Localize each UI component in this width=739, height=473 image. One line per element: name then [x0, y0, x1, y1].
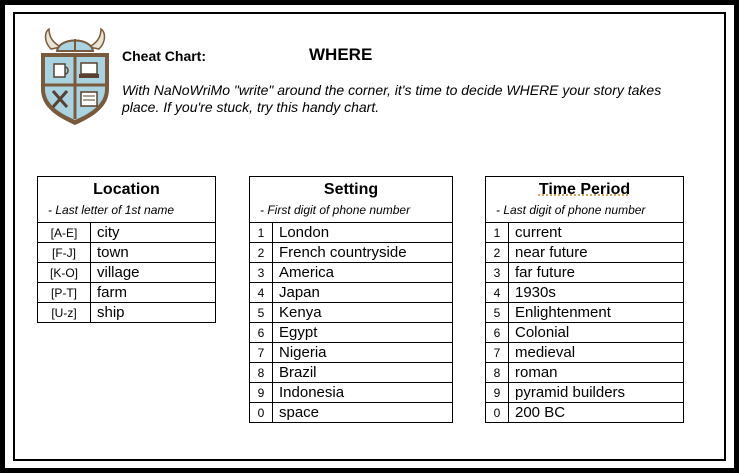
table-row	[250, 363, 453, 383]
row-key: 3	[486, 263, 509, 283]
table-row	[250, 263, 453, 283]
row-value: 1930s	[509, 283, 684, 303]
table-row	[486, 383, 684, 403]
row-value: ship	[91, 303, 216, 323]
row-key: 2	[250, 243, 273, 263]
setting-table	[249, 176, 453, 423]
row-key: 6	[486, 323, 509, 343]
table-row	[486, 323, 684, 343]
table-row	[250, 403, 453, 423]
row-value: current	[509, 223, 684, 243]
row-value: pyramid builders	[509, 383, 684, 403]
table-row	[250, 303, 453, 323]
row-key: 1	[250, 223, 273, 243]
row-value: Colonial	[509, 323, 684, 343]
row-value: farm	[91, 283, 216, 303]
location-subheading: - Last letter of 1st name	[38, 203, 216, 223]
setting-subheading: - First digit of phone number	[250, 203, 453, 223]
row-value: near future	[509, 243, 684, 263]
table-row	[250, 383, 453, 403]
time-period-table	[485, 176, 684, 423]
row-key: 9	[250, 383, 273, 403]
table-row	[38, 243, 216, 263]
row-key: 8	[486, 363, 509, 383]
table-row	[486, 223, 684, 243]
table-row	[486, 343, 684, 363]
table-row	[250, 243, 453, 263]
row-value: Egypt	[273, 323, 453, 343]
row-key: 5	[486, 303, 509, 323]
cheat-chart-label: Cheat Chart:	[122, 48, 207, 64]
row-key: 4	[486, 283, 509, 303]
row-value: town	[91, 243, 216, 263]
row-key: 1	[486, 223, 509, 243]
page-title: WHERE	[309, 45, 373, 64]
table-row	[250, 323, 453, 343]
table-row	[486, 363, 684, 383]
table-row	[486, 403, 684, 423]
row-value: village	[91, 263, 216, 283]
row-value: Japan	[273, 283, 453, 303]
table-row	[38, 223, 216, 243]
row-key: 0	[250, 403, 273, 423]
table-row	[486, 263, 684, 283]
row-value: Indonesia	[273, 383, 453, 403]
row-key: [U-z]	[38, 303, 91, 323]
row-key: 7	[250, 343, 273, 363]
table-row	[486, 283, 684, 303]
table-row	[38, 263, 216, 283]
row-value: Nigeria	[273, 343, 453, 363]
row-key: 8	[250, 363, 273, 383]
row-key: [F-J]	[38, 243, 91, 263]
row-key: 4	[250, 283, 273, 303]
row-value: Brazil	[273, 363, 453, 383]
setting-heading: Setting	[250, 177, 453, 204]
time-period-heading-text: Time Period	[538, 181, 631, 198]
row-key: 2	[486, 243, 509, 263]
table-row	[38, 303, 216, 323]
row-key: 3	[250, 263, 273, 283]
table-row	[486, 243, 684, 263]
row-value: space	[273, 403, 453, 423]
row-value: medieval	[509, 343, 684, 363]
row-value: city	[91, 223, 216, 243]
row-value: Kenya	[273, 303, 453, 323]
row-key: 5	[250, 303, 273, 323]
table-row	[250, 223, 453, 243]
row-key: [P-T]	[38, 283, 91, 303]
time-period-heading	[486, 177, 684, 204]
time-period-subheading: - Last digit of phone number	[486, 203, 684, 223]
row-key: 9	[486, 383, 509, 403]
row-value: far future	[509, 263, 684, 283]
row-key: [A-E]	[38, 223, 91, 243]
row-value: roman	[509, 363, 684, 383]
table-row	[486, 303, 684, 323]
row-key: 0	[486, 403, 509, 423]
location-heading: Location	[38, 177, 216, 204]
row-value: America	[273, 263, 453, 283]
row-value: London	[273, 223, 453, 243]
row-value: 200 BC	[509, 403, 684, 423]
nanowrimo-logo	[37, 27, 113, 127]
row-key: 7	[486, 343, 509, 363]
intro-text: With NaNoWriMo "write" around the corner, it's time to decide WHERE your story takes place. If you're stuck, try this handy chart.	[122, 82, 662, 115]
table-row	[38, 283, 216, 303]
location-table	[37, 176, 216, 323]
row-key: [K-O]	[38, 263, 91, 283]
table-row	[250, 343, 453, 363]
table-row	[250, 283, 453, 303]
row-value: French countryside	[273, 243, 453, 263]
row-key: 6	[250, 323, 273, 343]
row-value: Enlightenment	[509, 303, 684, 323]
